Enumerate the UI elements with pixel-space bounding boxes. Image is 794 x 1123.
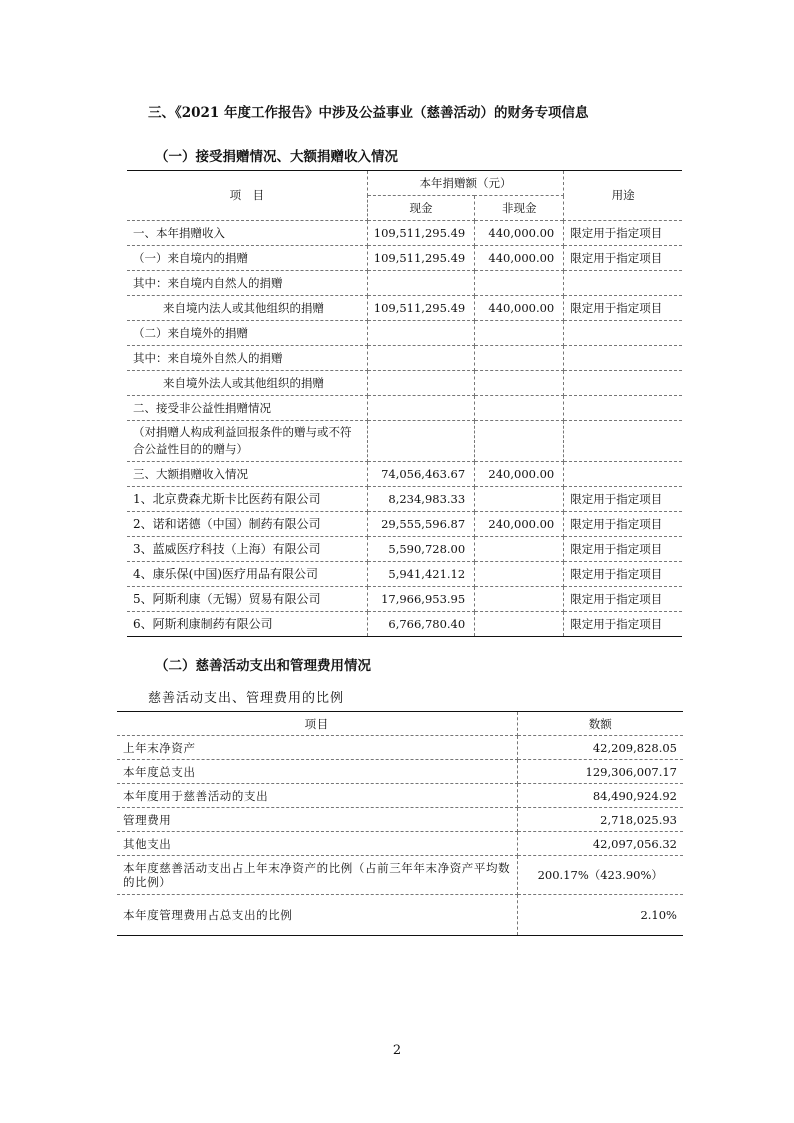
table-header-row (127, 171, 682, 196)
row-name: （二）来自境外的捐赠 (127, 321, 367, 346)
row-name: 二、接受非公益性捐赠情况 (127, 396, 367, 421)
table-row (117, 760, 683, 784)
noncash-value (475, 612, 564, 637)
header-item: 项目 (117, 712, 517, 736)
row-name: 其他支出 (117, 832, 517, 856)
usage-value: 限定用于指定项目 (564, 587, 682, 612)
table-row (127, 487, 682, 512)
table-row (127, 396, 682, 421)
table-row (127, 371, 682, 396)
row-name: 本年度慈善活动支出占上年末净资产的比例（占前三年年末净资产平均数的比例） (117, 856, 517, 895)
table-row (127, 271, 682, 296)
table-row (117, 736, 683, 760)
noncash-value (475, 562, 564, 587)
donation-table (127, 170, 682, 637)
noncash-value: 240,000.00 (475, 462, 564, 487)
row-name: 三、大额捐赠收入情况 (127, 462, 367, 487)
cash-value: 109,511,295.49 (367, 221, 474, 246)
usage-value: 限定用于指定项目 (564, 296, 682, 321)
donation-section-title: （一）接受捐赠情况、大额捐赠收入情况 (155, 149, 398, 165)
table-row (127, 346, 682, 371)
cash-value (367, 396, 474, 421)
header-amount-group: 本年捐赠额（元） (367, 171, 564, 196)
usage-value (564, 462, 682, 487)
table-row (117, 808, 683, 832)
expenditure-table (117, 711, 683, 936)
row-name: 3、蓝威医疗科技（上海）有限公司 (127, 537, 367, 562)
row-name: 4、康乐保(中国)医疗用品有限公司 (127, 562, 367, 587)
row-name: 6、阿斯利康制药有限公司 (127, 612, 367, 637)
cash-value (367, 271, 474, 296)
usage-value (564, 321, 682, 346)
row-name: 其中：来自境外自然人的捐赠 (127, 346, 367, 371)
table-row (127, 512, 682, 537)
usage-value (564, 271, 682, 296)
row-value: 200.17%（423.90%） (517, 856, 683, 895)
table-row (127, 537, 682, 562)
table-row (117, 784, 683, 808)
noncash-value (475, 587, 564, 612)
row-name: 本年度管理费用占总支出的比例 (117, 895, 517, 936)
cash-value (367, 321, 474, 346)
row-value: 42,209,828.05 (517, 736, 683, 760)
noncash-value (475, 321, 564, 346)
row-value: 42,097,056.32 (517, 832, 683, 856)
table-row (117, 832, 683, 856)
table-row (127, 421, 682, 462)
row-name: 1、北京费森尤斯卡比医药有限公司 (127, 487, 367, 512)
noncash-value (475, 421, 564, 462)
cash-value: 6,766,780.40 (367, 612, 474, 637)
usage-value: 限定用于指定项目 (564, 537, 682, 562)
cash-value: 17,966,953.95 (367, 587, 474, 612)
row-name: 5、阿斯利康（无锡）贸易有限公司 (127, 587, 367, 612)
table-row (127, 562, 682, 587)
row-name: 2、诺和诺德（中国）制药有限公司 (127, 512, 367, 537)
row-name: 来自境外法人或其他组织的捐赠 (127, 371, 367, 396)
row-value: 129,306,007.17 (517, 760, 683, 784)
cash-value: 8,234,983.33 (367, 487, 474, 512)
header-usage: 用途 (564, 171, 682, 221)
table-header-row (117, 712, 683, 736)
header-cash: 现金 (367, 196, 474, 221)
table-row (117, 856, 683, 895)
section-title: 三、《2021 年度工作报告》中涉及公益事业（慈善活动）的财务专项信息 (148, 105, 589, 121)
header-value: 数额 (517, 712, 683, 736)
cash-value (367, 371, 474, 396)
table-row (117, 895, 683, 936)
usage-value: 限定用于指定项目 (564, 221, 682, 246)
usage-value (564, 371, 682, 396)
noncash-value (475, 346, 564, 371)
noncash-value (475, 396, 564, 421)
row-value: 2,718,025.93 (517, 808, 683, 832)
table-row (127, 462, 682, 487)
row-name: 本年度用于慈善活动的支出 (117, 784, 517, 808)
expenditure-section-title: （二）慈善活动支出和管理费用情况 (155, 658, 371, 674)
table-row (127, 612, 682, 637)
row-name: 一、本年捐赠收入 (127, 221, 367, 246)
noncash-value (475, 537, 564, 562)
usage-value: 限定用于指定项目 (564, 487, 682, 512)
table-row (127, 221, 682, 246)
cash-value: 29,555,596.87 (367, 512, 474, 537)
cash-value (367, 346, 474, 371)
row-name: 其中：来自境内自然人的捐赠 (127, 271, 367, 296)
usage-value: 限定用于指定项目 (564, 246, 682, 271)
noncash-value: 440,000.00 (475, 246, 564, 271)
expenditure-caption: 慈善活动支出、管理费用的比例 (148, 691, 345, 706)
cash-value: 109,511,295.49 (367, 246, 474, 271)
table-row (127, 296, 682, 321)
usage-value (564, 346, 682, 371)
cash-value: 109,511,295.49 (367, 296, 474, 321)
noncash-value: 440,000.00 (475, 221, 564, 246)
row-name: 上年末净资产 (117, 736, 517, 760)
usage-value (564, 421, 682, 462)
table-row (127, 587, 682, 612)
row-value: 2.10% (517, 895, 683, 936)
cash-value (367, 421, 474, 462)
usage-value: 限定用于指定项目 (564, 562, 682, 587)
cash-value: 74,056,463.67 (367, 462, 474, 487)
noncash-value (475, 271, 564, 296)
page-number: 2 (392, 1043, 402, 1058)
usage-value: 限定用于指定项目 (564, 512, 682, 537)
noncash-value: 240,000.00 (475, 512, 564, 537)
noncash-value (475, 487, 564, 512)
table-row (127, 321, 682, 346)
row-name: （一）来自境内的捐赠 (127, 246, 367, 271)
row-value: 84,490,924.92 (517, 784, 683, 808)
usage-value (564, 396, 682, 421)
header-noncash: 非现金 (475, 196, 564, 221)
noncash-value (475, 371, 564, 396)
row-name: 管理费用 (117, 808, 517, 832)
usage-value: 限定用于指定项目 (564, 612, 682, 637)
row-name: 本年度总支出 (117, 760, 517, 784)
table-row (127, 246, 682, 271)
noncash-value: 440,000.00 (475, 296, 564, 321)
cash-value: 5,590,728.00 (367, 537, 474, 562)
cash-value: 5,941,421.12 (367, 562, 474, 587)
row-name: 来自境内法人或其他组织的捐赠 (127, 296, 367, 321)
header-item: 项 目 (127, 171, 367, 221)
row-name: （对捐赠人构成利益回报条件的赠与或不符合公益性目的的赠与） (127, 421, 367, 462)
